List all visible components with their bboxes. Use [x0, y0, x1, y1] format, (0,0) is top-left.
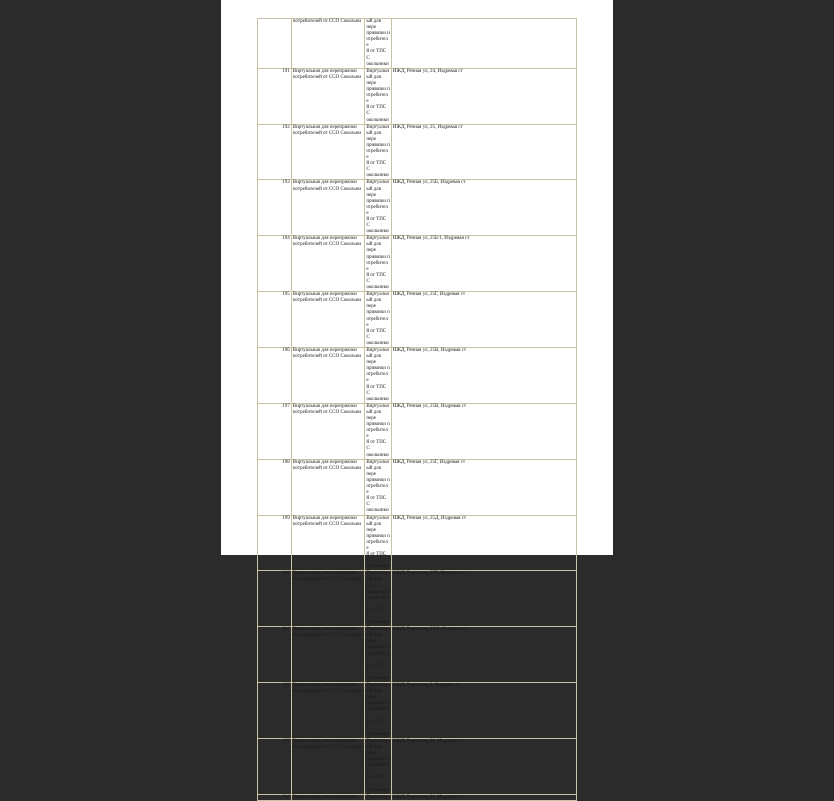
row-address-cell: [391, 515, 576, 571]
row-name-cell: [291, 627, 365, 683]
row-number-cell: [258, 292, 292, 348]
row-number-cell: [258, 236, 292, 292]
table-row: [258, 515, 577, 571]
row-address: ИЖД, Речная ул, 25Ж, Издревая ст: [392, 627, 468, 633]
row-description-cell: [365, 459, 392, 515]
row-description-cell: [365, 794, 392, 800]
row-description-cell: [365, 683, 392, 739]
table-row: [258, 124, 577, 180]
row-name-cell: [291, 347, 365, 403]
row-name-cell: [291, 68, 365, 124]
row-number-cell: [258, 19, 292, 69]
row-name: Виртуальная для переприязки потребителей от ССО Сокольни: [292, 347, 362, 360]
row-number: 200: [282, 571, 290, 577]
row-address: ИЖД, Речная ул, 2, Издревая ст: [392, 683, 461, 689]
row-number: [259, 19, 290, 68]
row-number-cell: [258, 459, 292, 515]
table-row: [258, 236, 577, 292]
table-row: [258, 627, 577, 683]
table-row: [258, 738, 577, 794]
table-row: [258, 459, 577, 515]
row-address-cell: [391, 738, 576, 794]
row-description: Виртуальн ый для пере привязки п отребителе й от ТПС С окольники: [366, 571, 390, 626]
row-number: 198: [282, 459, 290, 465]
row-description-cell: [365, 571, 392, 627]
table-row: [258, 19, 577, 69]
row-number-cell: [258, 794, 292, 800]
table-row: [258, 683, 577, 739]
row-name-cell: [291, 794, 365, 800]
row-description-cell: [365, 627, 392, 683]
row-description: Виртуальн ый для пере привязки п отребителе й от ТПС С окольники: [366, 403, 390, 458]
row-number: 196: [282, 347, 290, 353]
row-address: ИЖД, Речная ул, 25В, Издревая ст: [392, 403, 467, 409]
row-address: ИЖД, Речная ул, 25Г, Издревая ст: [392, 459, 466, 465]
row-description: Виртуальн ый для пере привязки п отребителе й от ТПС С окольники: [366, 738, 390, 793]
row-name: Виртуальная для переприязки потребителей от ССО Сокольни: [292, 515, 362, 527]
row-address: ИЖД, Речная ул, 25Д, Издревая ст: [392, 515, 467, 521]
row-description-cell: [365, 19, 392, 69]
row-description: Виртуальн ый для пере привязки п отребителе й от ТПС С окольники: [366, 292, 390, 346]
row-description-cell: [365, 347, 392, 403]
row-name: Виртуальная для переприязки потребителей от ССО Сокольни: [292, 627, 362, 639]
row-number: 197: [282, 403, 290, 409]
row-name: Виртуальная для переприязки потребителей от ССО Сокольни: [292, 571, 362, 583]
row-address: ИЖД, Речная ул, 21, Издревая ст: [392, 794, 463, 800]
row-number-cell: [258, 627, 292, 683]
row-description: Виртуальн ый для пере привязки п отребителе й от ТПС С окольники: [366, 124, 390, 179]
table-row: [258, 571, 577, 627]
row-address-cell: [391, 683, 576, 739]
row-name-cell: [291, 124, 365, 180]
row-description-cell: [365, 403, 392, 459]
row-description: Виртуальн ый для пере привязки п отребителе й от ТПС С окольники: [366, 68, 390, 123]
row-number: 204: [282, 794, 290, 800]
row-name-cell: [291, 515, 365, 571]
row-address: ИЖД, Речная ул, 20, Издревая ст: [392, 738, 463, 744]
row-description-cell: [365, 738, 392, 794]
row-description: Виртуальн ый для пере привязки п отребителе й от ТПС С окольники: [366, 627, 390, 681]
row-address-cell: [391, 68, 576, 124]
row-name: Виртуальная для переприязки потребителей от ССО Сокольни: [292, 124, 362, 136]
row-number-cell: [258, 180, 292, 236]
row-address-cell: [391, 627, 576, 683]
table-row: [258, 68, 577, 124]
row-number: 201: [282, 627, 290, 633]
row-description: Виртуальн ый для пере привязки п отребителе й от ТПС С окольники: [366, 347, 390, 402]
row-address: [393, 19, 575, 68]
row-number-cell: [258, 571, 292, 627]
row-address-cell: [391, 19, 576, 69]
row-address-cell: [391, 180, 576, 236]
row-name: Виртуальная для переприязки потребителей от ССО Сокольни: [292, 68, 362, 80]
row-number: 195: [282, 292, 290, 298]
row-number-cell: [258, 124, 292, 180]
row-description: Виртуальн ый для пере привязки п отребителе й от ТПС С окольники: [366, 515, 390, 570]
row-name: Виртуальная для переприязки потребителей от ССО Сокольни: [292, 403, 362, 415]
row-number-cell: [258, 347, 292, 403]
row-name: Виртуальная для переприязки: [292, 794, 357, 800]
row-number: 199: [282, 515, 290, 521]
row-description-cell: [365, 292, 392, 348]
row-address-cell: [391, 794, 576, 800]
data-table: [257, 18, 577, 801]
row-name-cell: [291, 738, 365, 794]
row-address-cell: [391, 236, 576, 292]
row-description-cell: [365, 236, 392, 292]
row-name-cell: [291, 459, 365, 515]
row-name: Виртуальная для переприязки потребителей от ССО Сокольни: [292, 292, 362, 304]
row-number: 191: [282, 68, 290, 74]
row-number: 203: [282, 738, 290, 744]
row-address: ИЖД, Речная ул, 25Е, Издревая ст: [392, 571, 466, 577]
row-name: Виртуальная для переприязки потребителей от ССО Сокольни: [292, 180, 362, 192]
row-description: Виртуальн ый для пере привязки п отребителе й от ТПС С окольники: [366, 180, 390, 235]
row-number-cell: [258, 683, 292, 739]
row-number: 202: [282, 683, 290, 689]
row-name-cell: [291, 292, 365, 348]
row-description-cell: [365, 124, 392, 180]
row-description: Виртуальн ый для пере привязки п отребителе й от ТПС С окольники: [366, 459, 390, 514]
row-description: Виртуальн: [366, 794, 390, 800]
row-address: ИЖД, Речная ул, 24, Издревая ст: [392, 68, 463, 74]
row-address-cell: [391, 403, 576, 459]
table-row: [258, 292, 577, 348]
row-name-cell: [291, 19, 365, 69]
row-name-cell: [291, 180, 365, 236]
row-name-cell: [291, 683, 365, 739]
table-row: [258, 403, 577, 459]
row-address-cell: [391, 347, 576, 403]
row-number-cell: [258, 738, 292, 794]
row-description-cell: [365, 515, 392, 571]
row-address: ИЖД, Речная ул, 25Б, Издревая ст: [392, 180, 466, 186]
row-address-cell: [391, 124, 576, 180]
row-name-cell: [291, 571, 365, 627]
row-name: Виртуальная для переприязки потребителей от ССО Сокольни: [292, 459, 362, 471]
row-address-cell: [391, 292, 576, 348]
row-description: Виртуальн ый для пере привязки п отребителе й от ТПС С окольники: [366, 236, 390, 291]
table-row: [258, 794, 577, 800]
row-address-cell: [391, 571, 576, 627]
row-address-cell: [391, 459, 576, 515]
row-description: Виртуальн ый для пере привязки п отребителе й от ТПС С окольники: [366, 683, 390, 737]
row-name-cell: [291, 403, 365, 459]
row-address: ИЖД, Речная ул, 25В, Издревая ст: [392, 347, 467, 353]
row-name: Виртуальная для переприязки потребителей от ССО Сокольни: [292, 236, 362, 248]
table-row: [258, 180, 577, 236]
row-number: 194: [282, 236, 290, 242]
row-name: потребителей от ССО Сокольни: [292, 19, 362, 24]
row-address: ИЖД, Речная ул, 25, Издревая ст: [392, 124, 463, 130]
row-name: Виртуальная для переприязки потребителей от ССО Сокольни: [292, 683, 362, 695]
row-name: Виртуальная для переприязки потребителей от ССО Сокольни: [292, 738, 362, 750]
document-page: [221, 0, 613, 800]
row-number-cell: [258, 515, 292, 571]
row-description-cell: [365, 68, 392, 124]
row-number: 192: [282, 124, 290, 130]
table-body: [258, 19, 577, 801]
row-number-cell: [258, 68, 292, 124]
row-address: ИЖД, Речная ул, 25Б/1, Издревая ст: [392, 236, 470, 242]
row-number-cell: [258, 403, 292, 459]
row-number: 193: [282, 180, 290, 186]
row-description-cell: [365, 180, 392, 236]
table-row: [258, 347, 577, 403]
row-name-cell: [291, 236, 365, 292]
row-description: ый для пере привязки и отребителе й от ТПС С окольники: [366, 19, 390, 67]
row-address: ИЖД, Речная ул, 25Г, Издревая ст: [392, 292, 466, 298]
